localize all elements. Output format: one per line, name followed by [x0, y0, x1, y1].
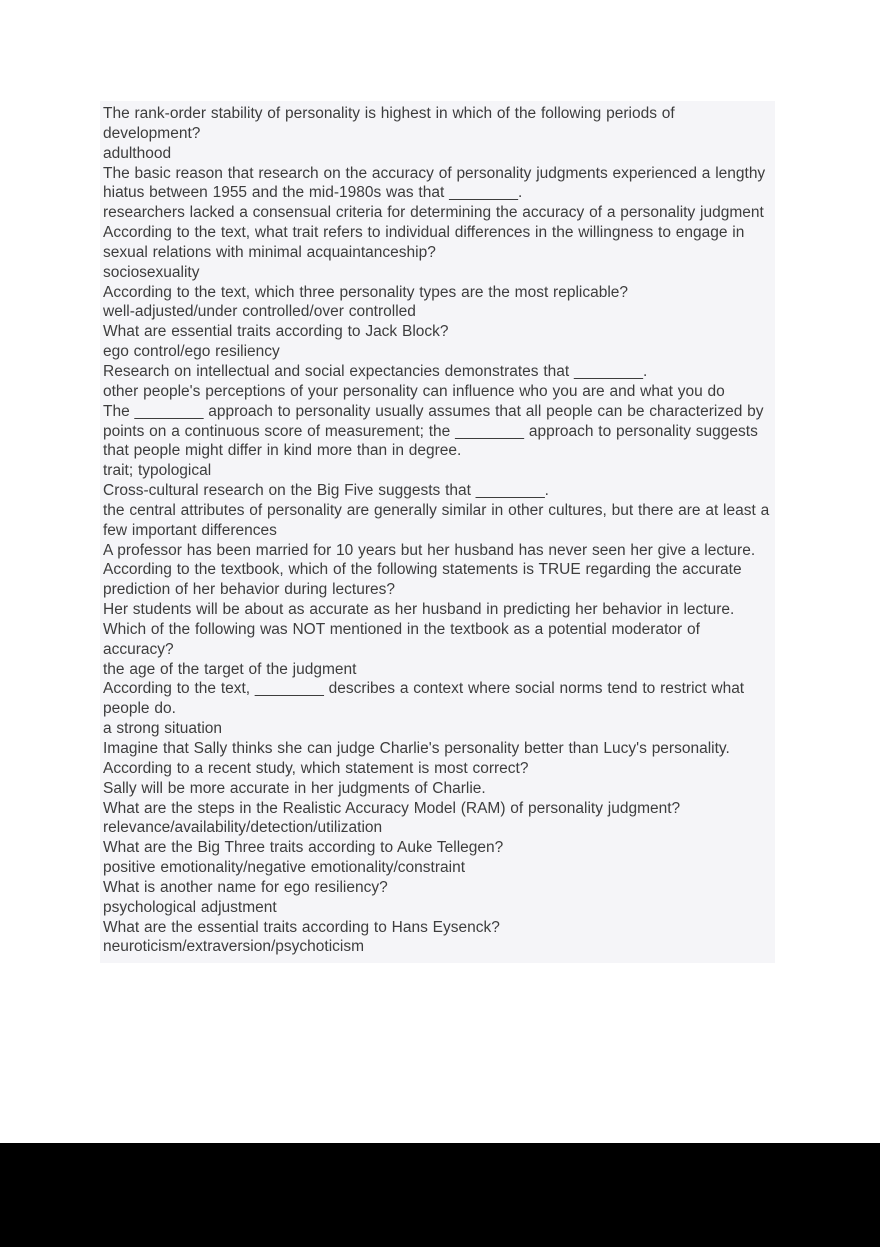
- answer-text: relevance/availability/detection/utilization: [103, 819, 383, 837]
- question-text: According to the text, ________ describes a context where social norms tend to restrict what people do.: [103, 680, 745, 718]
- answer-text: other people's perceptions of your personality can influence who you are and what you do: [103, 382, 725, 400]
- answer-text: the central attributes of personality are generally similar in other cultures, but there are at least a few important differences: [103, 501, 770, 539]
- answer-text: adulthood: [103, 144, 172, 162]
- answer-text: sociosexuality: [103, 263, 200, 281]
- question-text: What are the steps in the Realistic Accuracy Model (RAM) of personality judgment?: [103, 799, 681, 817]
- question-text: What are the essential traits according to Hans Eysenck?: [103, 918, 500, 936]
- question-text: According to the text, which three personality types are the most replicable?: [103, 283, 629, 301]
- qa-study-list: [100, 101, 775, 963]
- question-text: The ________ approach to personality usually assumes that all people can be characterized by points on a continuous score of measurement; the ________ approach to personality suggests that people might differ in kind more than in degree.: [103, 402, 764, 460]
- question-text: What are essential traits according to Jack Block?: [103, 323, 449, 341]
- question-text: The rank-order stability of personality is highest in which of the following periods of development?: [103, 105, 675, 142]
- answer-text: ego control/ego resiliency: [103, 343, 280, 361]
- bottom-black-bar: [0, 1143, 880, 1247]
- question-text: According to the text, what trait refers to individual differences in the willingness to engage in sexual relations with minimal acquaintanceship?: [103, 224, 745, 261]
- answer-text: Her students will be about as accurate as her husband in predicting her behavior in lecture.: [103, 601, 735, 619]
- question-text: Imagine that Sally thinks she can judge Charlie's personality better than Lucy's personality. According to a recent study, which statement is most correct?: [103, 740, 730, 777]
- question-text: What is another name for ego resiliency?: [103, 878, 388, 896]
- question-text: Which of the following was NOT mentioned in the textbook as a potential moderator of accuracy?: [103, 620, 700, 658]
- answer-text: psychological adjustment: [103, 898, 277, 916]
- answer-text: neuroticism/extraversion/psychoticism: [103, 938, 365, 956]
- question-text: Cross-cultural research on the Big Five suggests that ________.: [103, 482, 549, 500]
- answer-text: the age of the target of the judgment: [103, 660, 357, 678]
- question-text: What are the Big Three traits according to Auke Tellegen?: [103, 839, 504, 857]
- question-text: The basic reason that research on the accuracy of personality judgments experienced a lengthy hiatus between 1955 and the mid-1980s was that ________.: [103, 164, 766, 202]
- answer-text: Sally will be more accurate in her judgments of Charlie.: [103, 779, 486, 797]
- answer-text: trait; typological: [103, 462, 212, 480]
- question-text: A professor has been married for 10 years but her husband has never seen her give a lecture. According to the textbook, which of the following statements is TRUE regarding the accurate prediction of her behavior during lectures?: [103, 541, 756, 599]
- answer-text: positive emotionality/negative emotionality/constraint: [103, 859, 465, 877]
- answer-text: well-adjusted/under controlled/over controlled: [103, 303, 416, 321]
- answer-text: researchers lacked a consensual criteria for determining the accuracy of a personality judgment: [103, 204, 764, 222]
- answer-text: a strong situation: [103, 720, 223, 738]
- question-text: Research on intellectual and social expectancies demonstrates that ________.: [103, 362, 648, 380]
